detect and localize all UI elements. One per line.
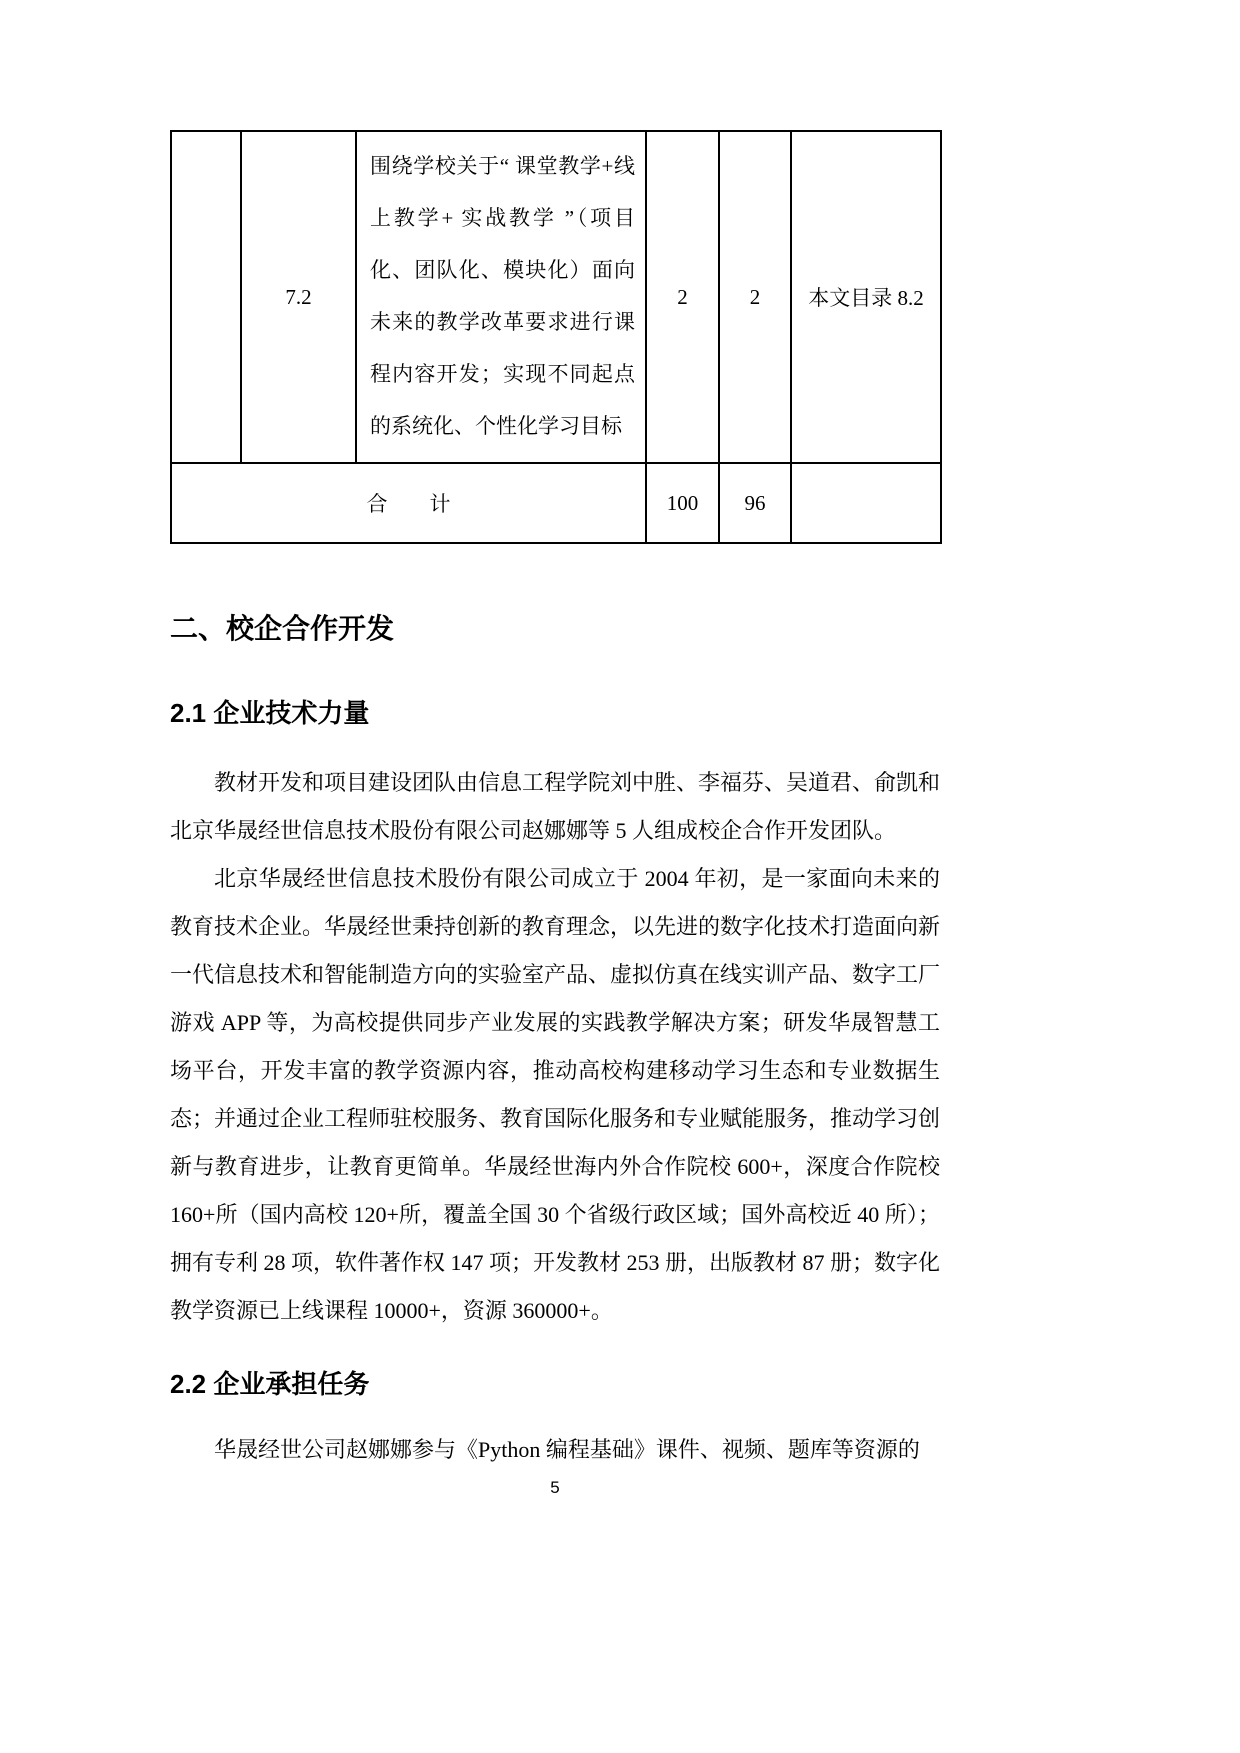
table-cell-total-label: 合 计 — [171, 463, 646, 543]
paragraph-team: 教材开发和项目建设团队由信息工程学院刘中胜、李福芬、吴道君、俞凯和北京华晟经世信息技术股份有限公司赵娜娜等 5 人组成校企合作开发团队。 — [170, 769, 941, 843]
table-cell-blank — [171, 131, 241, 463]
table-total-row — [171, 463, 941, 543]
paragraph-task: 华晟经世公司赵娜娜参与《Python 编程基础》课件、视频、题库等资源的 — [214, 1436, 920, 1462]
page-content — [170, 130, 940, 1474]
table-cell-score-actual: 2 — [719, 131, 791, 463]
table-cell-total-score-full: 100 — [646, 463, 719, 543]
table-cell-total-score-actual: 96 — [719, 463, 791, 543]
table-cell-total-blank — [791, 463, 941, 543]
subsection-heading-2-1: 2.1 企业技术力量 — [170, 697, 370, 728]
course-development-table — [170, 130, 942, 544]
paragraph-company: 北京华晟经世信息技术股份有限公司成立于 2004 年初，是一家面向未来的教育技术企业。华晟经世秉持创新的教育理念，以先进的数字化技术打造面向新一代信息技术和智能制造方向的实验室产品、虚拟仿真在线实训产品、数字工厂游戏 APP 等，为高校提供同步产业发展的实践教学解决方案；研发华晟智慧工场平台，开发丰富的教学资源内容，推动高校构建移动学习生态和专业数据生态；并通过企业工程师驻校服务、教育国际化服务和专业赋能服务，推动学习创新与教育进步，让教育更简单。华晟经世海内外合作院校 600+，深度合作院校 160+所（国内高校 120+所，覆盖全国 30 个省级行政区域；国外高校近 40 所）；拥有专利 28 项，软件著作权 147 项；开发教材 253 册，出版教材 87 册；数字化教学资源已上线课程 10000+，资源 360000+。 — [170, 865, 941, 1323]
table-cell-index: 7.2 — [241, 131, 356, 463]
page-number: 5 — [550, 1478, 560, 1497]
subsection-heading-2-2: 2.2 企业承担任务 — [170, 1368, 370, 1399]
table-cell-reference: 本文目录 8.2 — [791, 131, 941, 463]
table-cell-score-full: 2 — [646, 131, 719, 463]
table-cell-description: 围绕学校关于“ 课堂教学+线上教学+ 实战教学 ”（项目化、团队化、模块化）面向未来的教学改革要求进行课程内容开发；实现不同起点的系统化、个性化学习目标 — [356, 131, 646, 463]
table-row-7-2 — [171, 131, 941, 463]
section-heading-2: 二、校企合作开发 — [170, 613, 395, 644]
